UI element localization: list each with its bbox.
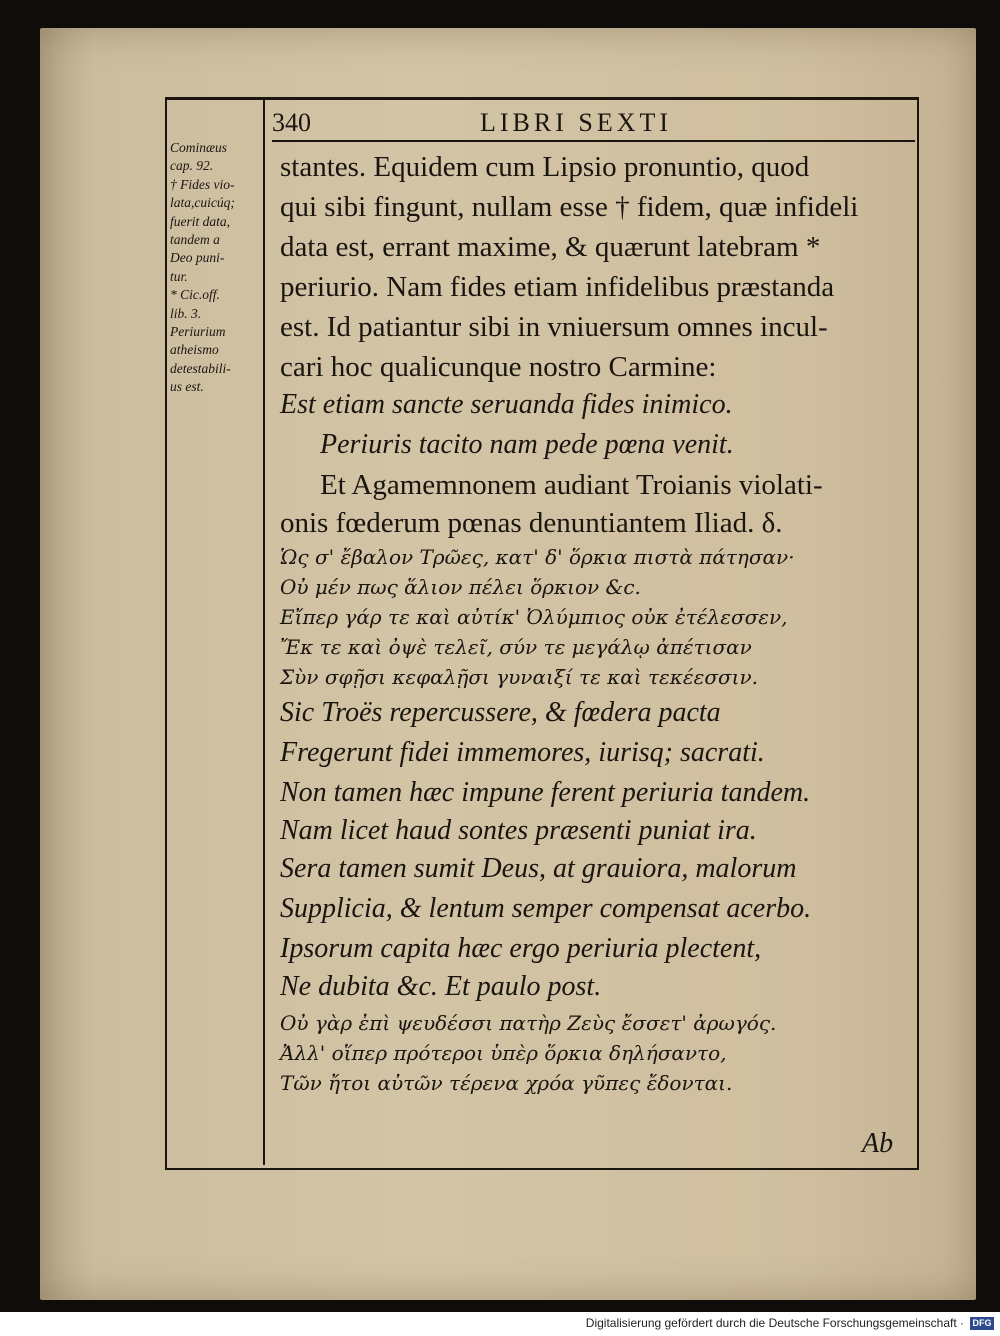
prose-line: data est, errant maxime, & quærunt latebram * <box>280 231 821 263</box>
latin-verse-line: Sic Troës repercussere, & fœdera pacta <box>280 697 721 728</box>
marginal-note-line: tandem a <box>170 232 220 248</box>
latin-verse-line: Ipsorum capita hæc ergo periuria plectent, <box>280 933 762 964</box>
marginal-note-line: * Cic.off. <box>170 287 220 303</box>
greek-verse-line: Οὐ μέν πως ἅλιον πέλει ὅρκιον &c. <box>280 575 641 599</box>
marginal-note-line: detestabili- <box>170 360 231 376</box>
greek-verse-line: Ὡς σ' ἔβαλον Τρῶες, κατ' δ' ὅρκια πιστὰ πάτησαν· <box>280 545 795 569</box>
prose-line: est. Id patiantur sibi in vniuersum omnes incul- <box>280 311 828 343</box>
greek-verse-line: Σὺν σφῇσι κεφαλῇσι γυναιξί τε καὶ τεκέεσσιν. <box>280 665 759 689</box>
footer-credit: Digitalisierung gefördert durch die Deutsche Forschungsgemeinschaft · <box>585 1316 964 1330</box>
catchword: Ab <box>862 1128 894 1159</box>
latin-verse-line: Nam licet haud sontes præsenti puniat ira. <box>280 815 757 846</box>
latin-verse-line: Supplicia, & lentum semper compensat acerbo. <box>280 893 812 924</box>
running-title: LIBRI SEXTI <box>480 108 673 137</box>
marginal-note-line: us est. <box>170 379 204 395</box>
page-number: 340 <box>272 108 311 137</box>
greek-verse-line: Τῶν ἤτοι αὐτῶν τέρενα χρόα γῦπες ἔδονται. <box>280 1071 733 1095</box>
prose-line: cari hoc qualicunque nostro Carmine: <box>280 351 717 383</box>
greek-verse-line: Ἀλλ' οἵπερ πρότεροι ὑπὲρ ὅρκια δηλήσαντο, <box>280 1041 727 1065</box>
latin-verse-line: Sera tamen sumit Deus, at grauiora, malorum <box>280 853 797 884</box>
prose-line: periurio. Nam fides etiam infidelibus præstanda <box>280 271 835 303</box>
marginal-note-line: tur. <box>170 268 188 284</box>
greek-verse-line: Ἔκ τε καὶ ὀψὲ τελεῖ, σύν τε μεγάλῳ ἀπέτισαν <box>280 635 752 659</box>
latin-verse-line: Non tamen hæc impune ferent periuria tandem. <box>280 777 811 808</box>
prose-line: qui sibi fingunt, nullam esse † fidem, quæ infideli <box>280 191 859 223</box>
marginal-note-line: atheismo <box>170 342 219 358</box>
marginal-note-line: lata,cuicúq; <box>170 195 235 211</box>
marginal-note-line: cap. 92. <box>170 158 214 174</box>
latin-verse-line: Ne dubita &c. Et paulo post. <box>280 971 602 1002</box>
latin-verse-line: Fregerunt fidei immemores, iurisq; sacrati. <box>280 737 765 768</box>
marginal-notes <box>170 139 265 397</box>
marginal-note-line: Periurium <box>170 324 226 340</box>
digitization-footer <box>0 1312 1000 1336</box>
latin-verse-line: Periuris tacito nam pede pœna venit. <box>320 429 734 460</box>
prose-line: Et Agamemnonem audiant Troianis violati- <box>320 469 823 501</box>
greek-verse-line: Οὐ γὰρ ἐπὶ ψευδέσσι πατὴρ Ζεὺς ἔσσετ' ἀρωγός. <box>280 1011 777 1035</box>
marginal-note-line: lib. 3. <box>170 305 202 321</box>
marginal-note-line: fuerit data, <box>170 213 230 229</box>
dfg-logo-icon: DFG <box>970 1317 994 1330</box>
prose-line: onis fœderum pœnas denuntiantem Iliad. δ. <box>280 507 783 539</box>
prose-line: stantes. Equidem cum Lipsio pronuntio, quod <box>280 151 810 183</box>
latin-verse-line: Est etiam sancte seruanda fides inimico. <box>280 389 733 420</box>
marginal-note-line: Deo puni- <box>170 250 225 266</box>
header-rule <box>272 140 915 142</box>
marginal-note-line: † Fides vio- <box>170 176 235 192</box>
greek-verse-line: Εἴπερ γάρ τε καὶ αὐτίκ' Ὀλύμπιος οὐκ ἐτέλεσσεν, <box>280 605 788 629</box>
marginal-note-line: Cominæus <box>170 140 228 155</box>
